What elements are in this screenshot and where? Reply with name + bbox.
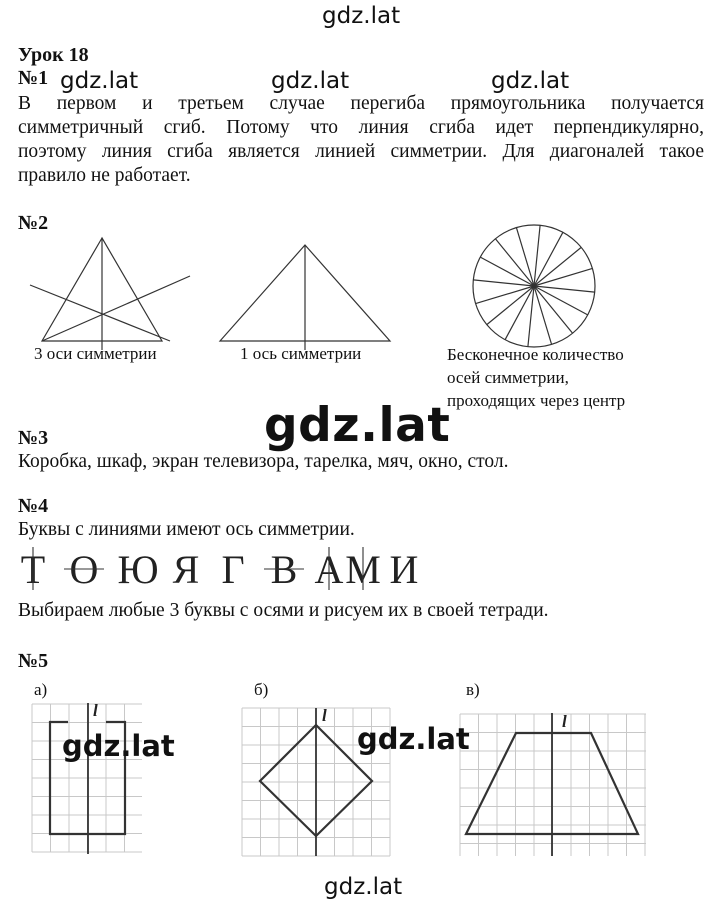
axis-label-a: l [93, 701, 98, 720]
symmetry-letter: Я [172, 547, 200, 592]
watermark-inline-1: gdz.lat [60, 68, 139, 94]
task1-line-3: поэтому линия сгиба является линией симметрии. Для диагоналей такое [18, 141, 704, 162]
symmetry-letter: А [314, 547, 344, 592]
task3-number: №3 [18, 427, 49, 449]
lesson-title: Урок 18 [18, 44, 89, 66]
symmetry-letter: О [69, 547, 99, 592]
part-b-label: б) [254, 680, 269, 699]
task3-text: Коробка, шкаф, экран телевизора, тарелка, мяч, окно, стол. [18, 451, 509, 472]
task1-line-2: симметричный сгиб. Потому что линия сгиба идет перпендикулярно, [18, 117, 704, 138]
task4-number: №4 [18, 495, 49, 517]
axis-label-b: l [322, 706, 327, 725]
caption-circle-line-1: Бесконечное количество [447, 345, 624, 364]
watermark-top: gdz.lat [322, 3, 401, 29]
caption-circle-line-3: проходящих через центр [447, 391, 626, 410]
task2-number: №2 [18, 212, 49, 234]
symmetry-letter: Ю [117, 547, 159, 592]
watermark-big: gdz.lat [264, 398, 451, 453]
axis-label-c: l [562, 712, 567, 731]
symmetry-letter: Г [221, 547, 245, 592]
part-c-label: в) [466, 680, 480, 699]
watermark-grid-2: gdz.lat [357, 722, 470, 756]
symmetry-letter: В [270, 547, 298, 592]
caption-one-axis: 1 ось симметрии [240, 344, 362, 363]
task1-number: №1 [18, 67, 49, 89]
symmetry-letter: И [389, 547, 419, 592]
task1-line-4: правило не работает. [18, 165, 191, 186]
watermark-inline-2: gdz.lat [271, 68, 350, 94]
task1-line-1: В первом и третьем случае перегиба прямоугольника получается [18, 93, 704, 114]
watermark-bottom: gdz.lat [324, 874, 403, 900]
caption-circle-line-2: осей симметрии, [447, 368, 569, 387]
symmetry-letter: М [345, 547, 381, 592]
watermark-grid-1: gdz.lat [62, 729, 175, 763]
task4-instruction: Выбираем любые 3 буквы с осями и рисуем их в своей тетради. [18, 600, 549, 621]
watermark-inline-3: gdz.lat [491, 68, 570, 94]
task5-number: №5 [18, 650, 49, 672]
symmetry-letter: Т [20, 547, 46, 592]
caption-three-axes: 3 оси симметрии [34, 344, 157, 363]
part-a-label: а) [34, 680, 48, 699]
task4-text: Буквы с линиями имеют ось симметрии. [18, 519, 355, 540]
